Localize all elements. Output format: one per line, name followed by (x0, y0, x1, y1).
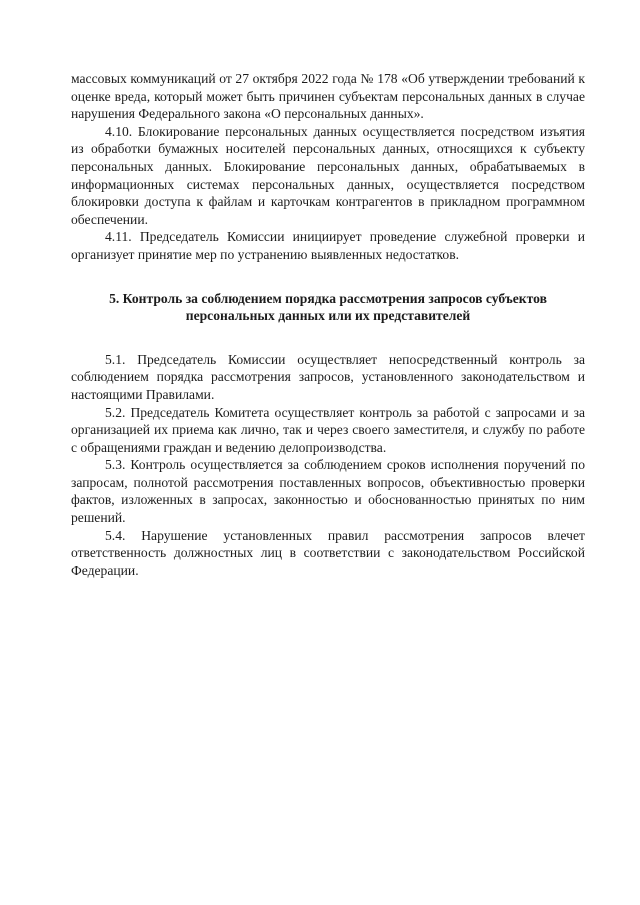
paragraph-5-4: 5.4. Нарушение установленных правил рассмотрения запросов влечет ответственность должностных лиц в соответствии с законодательством Российской Федерации. (71, 527, 585, 578)
section-4-continuation (71, 70, 585, 264)
paragraph-5-2: 5.2. Председатель Комитета осуществляет контроль за работой с запросами и за организацией их приема как лично, так и через своего заместителя, и службу по работе с обращениями граждан и ведению делопроизводства. (71, 404, 585, 455)
paragraph-4-9-continuation: массовых коммуникаций от 27 октября 2022 года № 178 «Об утверждении требований к оценке вреда, который может быть причинен субъектам персональных данных в случае нарушения Федерального закона «О персональных данных». (71, 71, 585, 122)
document-body (71, 70, 585, 579)
paragraph-4-11: 4.11. Председатель Комиссии инициирует проведение служебной проверки и организует принятие мер по устранению выявленных недостатков. (71, 229, 585, 262)
section-5-heading-wrap (71, 290, 585, 325)
section-5 (71, 351, 585, 580)
paragraph-5-1: 5.1. Председатель Комиссии осуществляет непосредственный контроль за соблюдением порядка рассмотрения запросов, установленного законодательством и настоящими Правилами. (71, 351, 585, 402)
paragraph-4-10: 4.10. Блокирование персональных данных осуществляется посредством изъятия из обработки бумажных носителей персональных данных, относящихся к субъекту персональных данных. Блокирование персональных данных, обрабатываемых в информационных системах персональных данных, осуществляется посредством блокировки доступа к файлам и карточкам контрагентов в прикладном программном обеспечении. (71, 123, 585, 227)
section-5-heading: 5. Контроль за соблюдением порядка рассмотрения запросов субъектов персональных данных или их представителей (109, 290, 547, 324)
paragraph-5-3: 5.3. Контроль осуществляется за соблюдением сроков исполнения поручений по запросам, полнотой рассмотрения поставленных вопросов, объективностью проверки фактов, изложенных в запросах, законностью и обоснованностью принятых по ним решений. (71, 457, 585, 526)
